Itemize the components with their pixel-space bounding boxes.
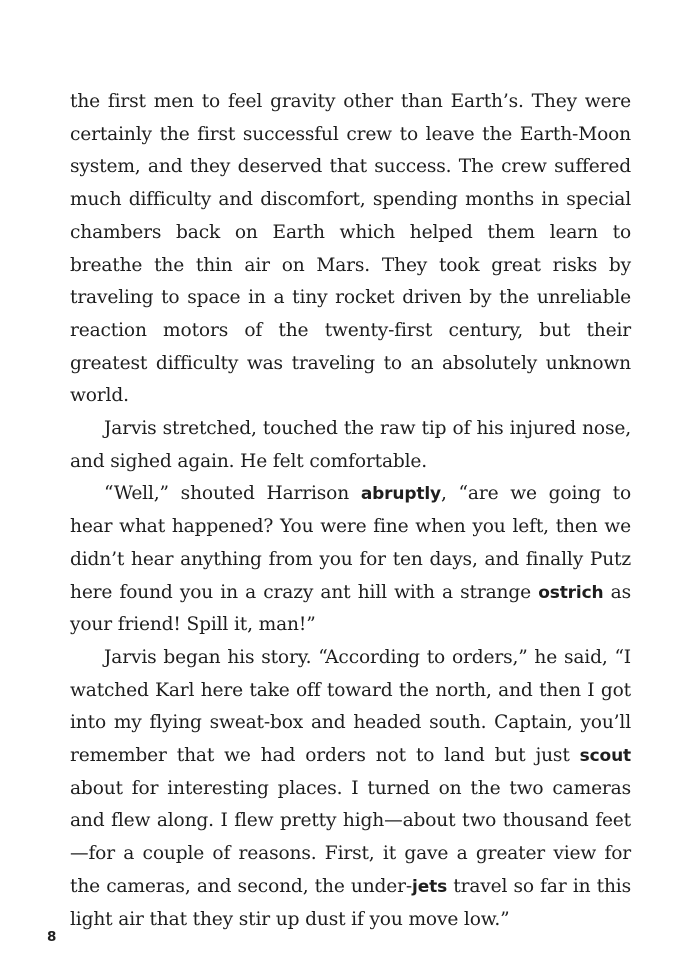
paragraph-2: Jarvis stretched, touched the raw tip of his injured nose, and sighed again. He felt comfortable. [70, 418, 631, 472]
page-number: 8 [47, 929, 57, 945]
vocab-word-ostrich: ostrich [538, 582, 604, 603]
paragraph-4 [70, 642, 631, 936]
paragraph-text: as your friend! Spill it, man!” [70, 581, 632, 636]
vocab-word-scout: scout [579, 746, 631, 767]
paragraph-text: “Well,” shouted Harrison [104, 483, 361, 505]
body-text [70, 86, 631, 936]
paragraph-3 [70, 478, 631, 642]
vocab-word-jets: jets [412, 876, 448, 897]
vocab-word-abruptly: abruptly [360, 484, 441, 505]
paragraph-text: Jarvis began his story. “According to orders,” he said, “I watched Karl here take off toward the north, and then I got into my flying sweat-box and headed south. Captain, you’ll remember that we had orders not to land but just [70, 646, 631, 767]
paragraph-1: the first men to feel gravity other than Earth’s. They were certainly the first successful crew to leave the Earth-Moon system, and they deserved that success. The crew suffered much difficulty and discomfort, spending months in special chambers back on Earth which helped them learn to breathe the thin air on Mars. They took great risks by traveling to space in a tiny rocket driven by the unreliable reaction motors of the twenty-first century, but their greatest difficulty was traveling to an absolutely unknown world. [70, 91, 631, 407]
paragraph-text: , “are we going to hear what happened? You were fine when you left, then we didn’t hear anything from you for ten days, and finally Putz here found you in a crazy ant hill with a strange [70, 483, 631, 603]
paragraph-text: travel so far in this light air that they stir up dust if you move low.” [70, 875, 632, 930]
paragraph-text: about for interesting places. I turned on the two cameras and flew along. I flew pretty high—about two thousand feet—for a couple of reasons. First, it gave a greater view for the cameras, and second, the under- [70, 777, 631, 897]
